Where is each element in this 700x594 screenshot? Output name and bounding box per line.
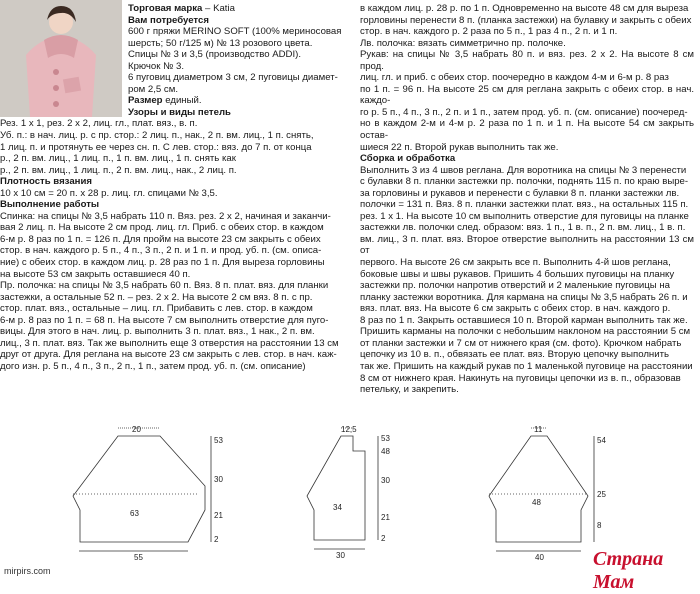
text-line: 6-м р. 8 раз по 1 п. = 68 п. На высоте 7 см выполнить отверстие для пуго- xyxy=(0,314,329,326)
sleeve-mid-height: 25 xyxy=(597,490,606,499)
text-line: 10 х 10 см = 20 п. х 28 р. лиц. гл. спицами № 3,5. xyxy=(0,187,218,199)
text-line: Пришить карманы на полочки с небольшим наклоном на расстоянии 5 см xyxy=(360,326,691,338)
sleeve-bottom-height: 8 xyxy=(597,521,602,530)
text-line: первого. На высоте 26 см закрыть все п. Выполнить 4-й шов реглана, xyxy=(360,257,671,269)
sleeve-bottom-width: 40 xyxy=(535,553,544,562)
text-line: Спинка: на спицы № 3,5 набрать 110 п. Вяз. рез. 2 х 2, начиная и заканчи- xyxy=(0,210,331,222)
front-mid-width: 34 xyxy=(333,503,342,512)
text-line: р., 2 п. вм. лиц., 1 лиц. п., 1 п. вм. лиц., 1 п. снять как xyxy=(0,153,236,165)
column-1-body xyxy=(0,118,346,372)
size-line: Размер единый. xyxy=(128,95,202,107)
text-line: цепочку из 10 в. п., обвязать ее плат. вяз. Вторую цепочку выполнить xyxy=(360,349,669,361)
work-heading: Выполнение работы xyxy=(0,199,100,211)
text-line: 8 см от нижнего края. Накинуть на пуговицы цепочки из в. п., образовав xyxy=(360,372,681,384)
materials-line: 6 пуговиц диаметром 3 см, 2 пуговицы диамет- xyxy=(128,72,338,84)
front-upper-height: 48 xyxy=(381,447,390,456)
sleeve-mid-width: 48 xyxy=(532,498,541,507)
back-bottom-height: 2 xyxy=(214,535,219,544)
instructions-column-2 xyxy=(360,3,694,396)
text-line: 6-м р. 8 раз по 1 п. = 126 п. Для пройм на высоте 23 см закрыть с обеих xyxy=(0,233,321,245)
text-line: петельку, и закрепить. xyxy=(360,384,459,396)
text-line: друг от друга. Для реглана на высоте 23 см закрыть с лев. стор. в нач. каж- xyxy=(0,349,337,361)
text-line: стор. в нач. каждого р. 5 п., 4 п., 3 п., 2 п. и 1 п. и прод. уб. п. (см. описа- xyxy=(0,245,322,257)
patterns-heading: Узоры и виды петель xyxy=(128,106,231,118)
back-top-width: 20 xyxy=(132,425,141,434)
text-line: шиеся 22 п. Второй рукав выполнить так же. xyxy=(360,141,559,153)
front-mid-height: 30 xyxy=(381,476,390,485)
brand-line: Торговая марка – Katia xyxy=(128,3,235,14)
sleeve-top-width: 11 xyxy=(534,425,543,434)
text-line: по 1 п. = 96 п. На высоте 25 см для реглана закрыть с обеих стор. в нач. каждо- xyxy=(360,83,694,107)
back-schematic xyxy=(73,425,223,562)
text-line: застежки пр. полочки напротив отверстий и 2 маленькие пуговицы на xyxy=(360,280,670,292)
materials-line: ром 2,5 см. xyxy=(128,83,178,95)
materials-line: Спицы № 3 и 3,5 (производство ADDI). xyxy=(128,49,302,61)
text-line: стор. плат. вяз., остальные – лиц. гл. Прибавить с лев. стор. в каждом xyxy=(0,303,313,315)
front-schematic xyxy=(307,425,390,560)
instructions-column-1 xyxy=(0,3,346,373)
sleeve-total-height: 54 xyxy=(597,436,606,445)
text-line: рез. 1 х 1. На высоте 10 см выполнить отверстие для пуговицы на планке xyxy=(360,210,689,222)
back-mid-width: 63 xyxy=(130,509,139,518)
watermark-right: Страна Мам xyxy=(593,548,664,593)
text-line: вм. лиц., 3 п. плат. вяз. Второе отверстие выполнить на расстоянии 13 см от xyxy=(360,233,694,257)
text-line: 8 раз по 1 п. Закрыть оставшиеся 10 п. Второй карман выполнить так же. xyxy=(360,314,688,326)
front-outline xyxy=(307,436,365,540)
sleeve-schematic xyxy=(489,425,606,562)
text-line: стор. в нач. каждого р. 2 раза по 5 п., 1 раз 4 п., 2 п. и 1 п. xyxy=(360,26,618,38)
text-line: вицы. Для этого в нач. лиц. р. выполнить 3 п. плат. вяз., 1 нак., 2 п. вм. xyxy=(0,326,315,338)
back-low-height: 21 xyxy=(214,511,223,520)
text-line: Лв. полочка: вязать симметрично пр. полочке. xyxy=(360,37,566,49)
text-line: Рез. 1 х 1, рез. 2 х 2, лиц. гл., плат. вяз., в. п. xyxy=(0,118,198,130)
text-line: го р. 5 п., 4 п., 3 п., 2 п. и 1 п., затем прод. уб. п. (см. описание) поочеред- xyxy=(360,106,688,118)
front-bottom-width: 30 xyxy=(336,551,345,560)
text-line: горловины перенести 8 п. (планка застежки) на булавку и закрыть с обеих xyxy=(360,14,692,26)
text-line: Рукав: на спицы № 3,5 набрать 80 п. и вяз. рез. 2 х 2. На высоте 8 см прод. xyxy=(360,49,694,72)
front-top-width: 12,5 xyxy=(341,425,357,434)
materials-line: шерсть; 50 г/125 м) № 13 розового цвета. xyxy=(128,37,313,49)
text-line: застежки, а остальные 52 п. – рез. 2 х 2. На высоте 2 см вяз. 8 п. с пр. xyxy=(0,291,313,303)
back-total-height: 53 xyxy=(214,436,223,445)
text-line: ние) с обеих стор. в каждом лиц. р. 28 раз по 1 п. Для выреза горловины xyxy=(0,257,325,269)
text-line: Выполнить 3 из 4 швов реглана. Для воротника на спицы № 3 перенести xyxy=(360,164,687,176)
text-line: лиц., 3 п. плат. вяз. Так же выполнить еще 3 отверстия на расстоянии 13 см xyxy=(0,337,339,349)
text-line: 1 лиц. п. и протянуть ее через сн. п. С лев. стор.: вяз. до 7 п. от конца xyxy=(0,141,312,153)
text-line: дого изн. р. 5 п., 4 п., 3 п., 2 п., 1 п., затем прод. уб. п. (см. описание) xyxy=(0,360,306,372)
text-line: Уб. п.: в нач. лиц. р. с пр. стор.: 2 лиц. п., нак., 2 п. вм. лиц., 1 п. снять, xyxy=(0,130,314,142)
materials-line: Крючок № 3. xyxy=(128,60,185,72)
text-line: так же. Пришить на каждый рукав по 1 маленькой пуговице на расстоянии xyxy=(360,360,693,372)
text-line: лиц. гл. и приб. с обеих стор. поочередно в каждом 4-м и 6-м р. 8 раз xyxy=(360,72,669,84)
front-bottom-height: 2 xyxy=(381,534,386,543)
text-line: с булавки 8 п. планки застежки пр. полочки, поднять 115 п. по краю выре- xyxy=(360,176,689,188)
text-line: полочки = 131 п. Вяз. 8 п. планки застежки плат. вяз., на остальных 115 п. xyxy=(360,199,689,211)
watermark-left: mirpirs.com xyxy=(4,566,51,576)
model-photo xyxy=(0,0,122,117)
text-line: вяз. плат. вяз. На высоте 6 см закрыть с обеих стор. в нач. каждого р. xyxy=(360,303,671,315)
assembly-heading: Сборка и обработка xyxy=(360,153,456,165)
back-mid-height: 30 xyxy=(214,475,223,484)
text-line: планку застежки воротника. Для кармана на спицы № 3,5 набрать 26 п. и xyxy=(360,291,688,303)
text-line: р., 2 п. вм. лиц., 1 лиц. п., 2 п. вм. лиц., нак., 2 лиц. п. xyxy=(0,164,237,176)
text-line: за горловины и рукавов и перенести с булавки 8 п. планки застежки лв. xyxy=(360,187,680,199)
sleeve-outline xyxy=(489,436,588,542)
text-line: от планки застежки и 7 см от нижнего края (см. фото). Крючком набрать xyxy=(360,337,682,349)
materials-heading: Вам потребуется xyxy=(128,14,209,26)
text-line: Пр. полочка: на спицы № 3,5 набрать 60 п. Вяз. 8 п. плат. вяз. для планки xyxy=(0,280,329,292)
density-heading: Плотность вязания xyxy=(0,176,92,188)
back-outline xyxy=(73,436,205,542)
back-bottom-width: 55 xyxy=(134,553,143,562)
front-total-height: 53 xyxy=(381,434,390,443)
text-line: на высоте 53 см закрыть оставшиеся 40 п. xyxy=(0,268,191,280)
text-line: вая 2 лиц. п. На высоте 2 см прод. лиц. гл. Приб. с обеих стор. в каждом xyxy=(0,222,324,234)
text-line: но в каждом 2-м и 4-м р. 2 раза по 1 п. и 1 п. На высоте 54 см закрыть остав- xyxy=(360,118,694,142)
materials-line: 600 г пряжи MERINO SOFT (100% мериносовая xyxy=(128,26,342,38)
front-low-height: 21 xyxy=(381,513,390,522)
text-line: в каждом лиц. р. 28 р. по 1 п. Одновременно на высоте 48 см для выреза xyxy=(360,3,689,14)
text-line: боковые швы и швы рукавов. Пришить 4 больших пуговицы на планку xyxy=(360,268,675,280)
text-line: застежки лв. полочки след. образом: вяз. 1 п., 1 в. п., 2 п. вм. лиц., 1 в. п. xyxy=(360,222,686,234)
